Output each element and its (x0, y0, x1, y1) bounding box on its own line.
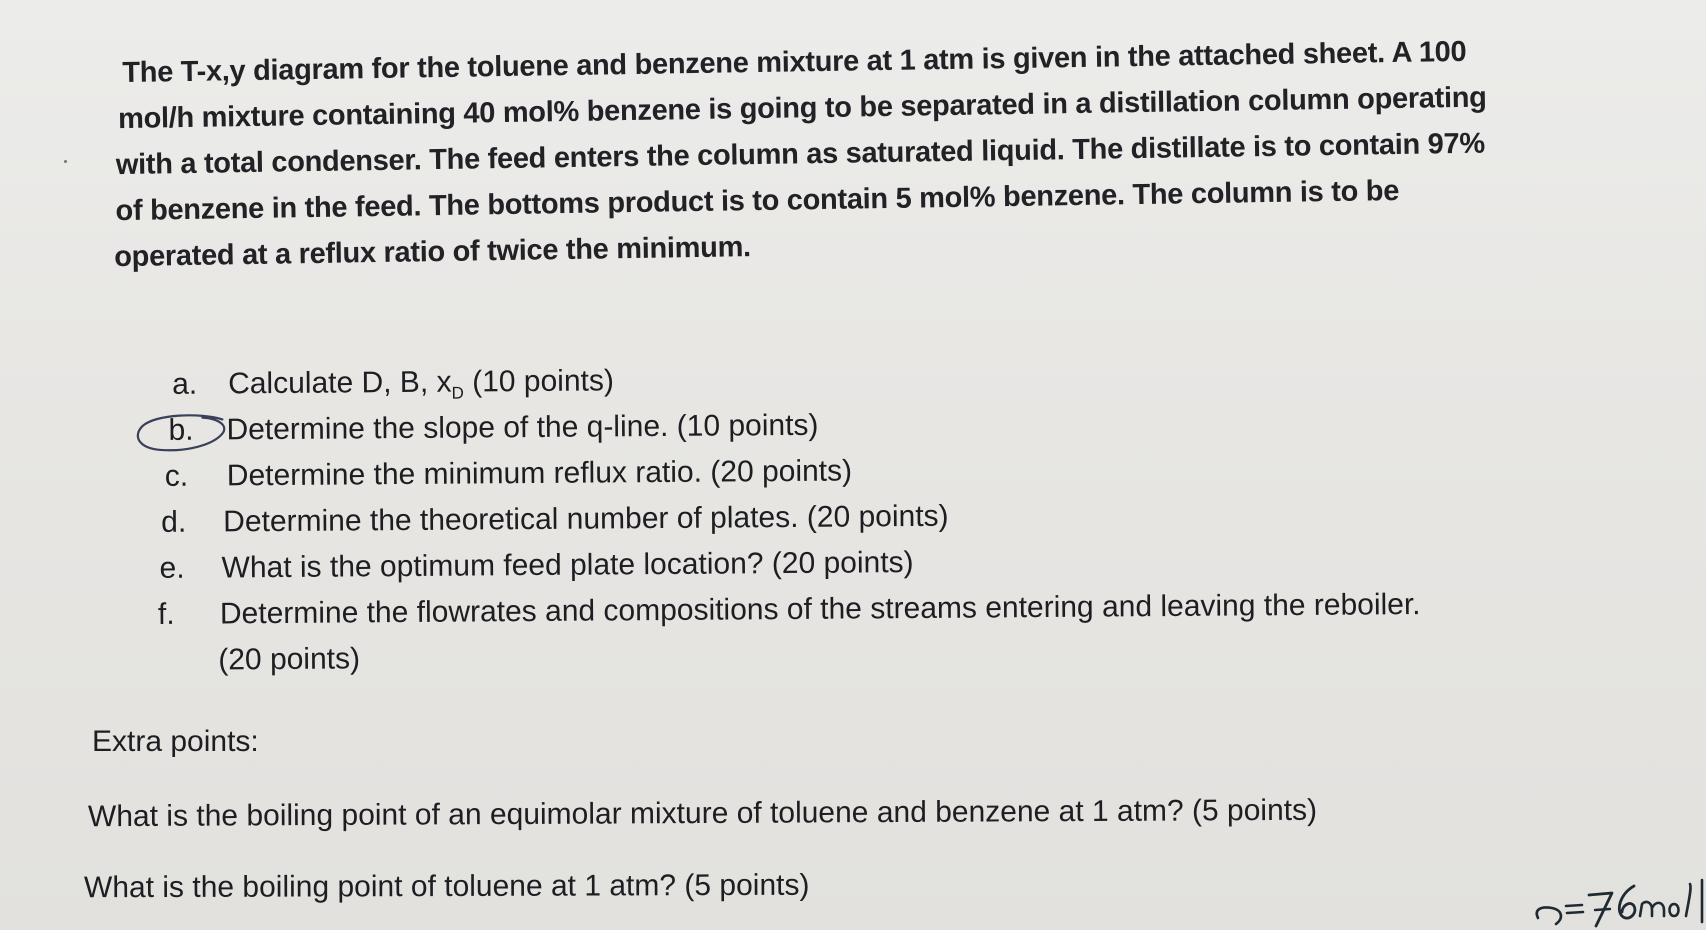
question-letter: a. (171, 367, 198, 401)
question-text-after: (10 points) (463, 364, 615, 399)
question-letter: b. (168, 413, 194, 447)
question-subscript: D (451, 383, 464, 403)
problem-line: mol/h mixture containing 40 mol% benzene is going to be separated in a distillation column operating (117, 81, 1487, 136)
problem-line: with a total condenser. The feed enters the column as saturated liquid. The distillate is to contain 97% (115, 127, 1486, 182)
question-text: Determine the slope of the q-line. (10 points) (226, 408, 819, 447)
problem-line: of benzene in the feed. The bottoms product is to contain 5 mol% benzene. The column is to be (115, 174, 1400, 228)
extra-question: What is the boiling point of toluene at 1 atm? (5 points) (83, 868, 810, 905)
problem-statement (114, 26, 1625, 280)
stray-mark (64, 160, 67, 163)
question-text: What is the optimum feed plate location? (20 points) (221, 546, 914, 585)
handwritten-note (1406, 850, 1706, 930)
problem-line: operated at a reflux ratio of twice the minimum. (114, 231, 752, 274)
question-text: Determine the theoretical number of plates. (20 points) (223, 499, 949, 539)
question-text: Determine the minimum reflux ratio. (20 points) (226, 454, 853, 493)
question-letter: c. (164, 459, 189, 493)
question-letter: e. (159, 551, 185, 585)
question-text-main: Calculate D, B, x (227, 365, 452, 401)
question-text: Determine the flowrates and compositions of the streams entering and leaving the reboiler. (219, 588, 1421, 631)
extra-points-heading: Extra points: (92, 725, 259, 758)
problem-line: The T-x,y diagram for the toluene and benzene mixture at 1 atm is given in the attached sheet. A 100 (122, 35, 1467, 89)
extra-question: What is the boiling point of an equimolar mixture of toluene and benzene at 1 atm? (5 points) (87, 793, 1318, 834)
question-letter: f. (157, 597, 175, 631)
question-list (150, 356, 1652, 677)
question-text (228, 364, 614, 405)
question-continuation: (20 points) (218, 642, 361, 677)
question-letter: d. (161, 505, 187, 539)
